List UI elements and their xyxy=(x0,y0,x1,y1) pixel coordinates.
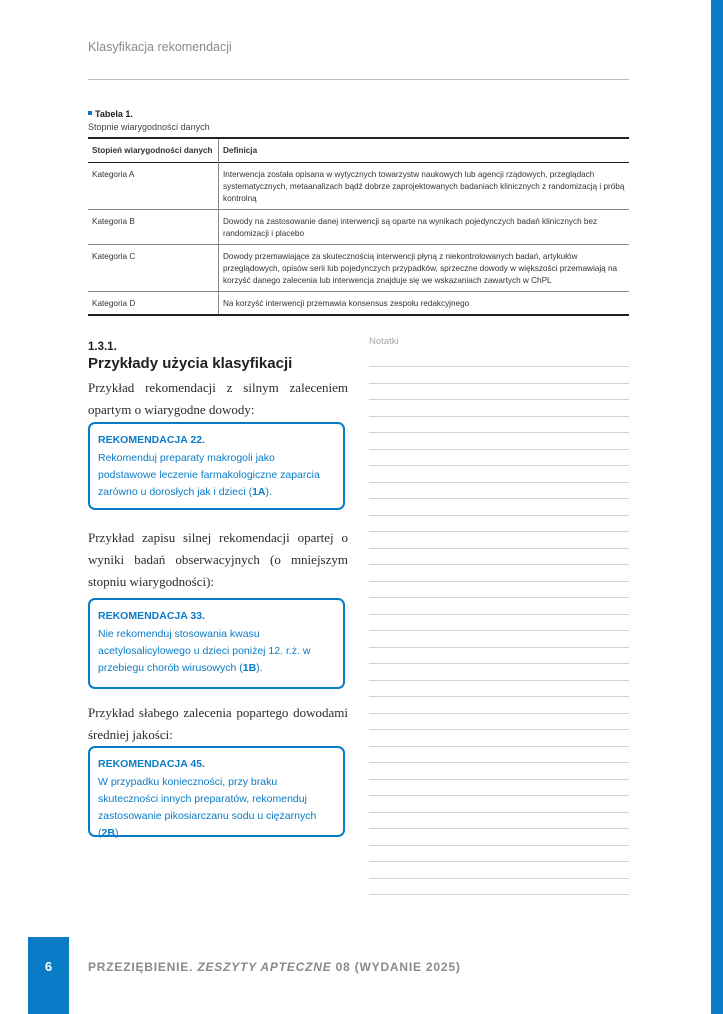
reliability-table xyxy=(88,137,629,316)
recommendation-box xyxy=(88,598,345,689)
notes-lines xyxy=(369,366,629,911)
recommendation-box xyxy=(88,422,345,510)
table-caption-title: Tabela 1. xyxy=(95,109,133,119)
recommendation-text: Nie rekomenduj stosowania kwasu acetylosalicylowego u dzieci poniżej 12. r.ż. w przebiegu chorób wirusowych (1B). xyxy=(98,628,311,674)
note-line xyxy=(369,548,629,549)
note-line xyxy=(369,614,629,615)
header-rule xyxy=(88,79,629,80)
note-line xyxy=(369,680,629,681)
recommendation-grade: 1A xyxy=(252,486,266,498)
table-caption xyxy=(88,108,210,134)
recommendation-title: REKOMENDACJA 45. xyxy=(98,758,205,770)
table-row xyxy=(88,210,629,245)
table-cell-definition: Na korzyść interwencji przemawia konsensus zespołu redakcyjnego xyxy=(223,299,470,308)
note-line xyxy=(369,696,629,697)
table-cell-category: Kategoria D xyxy=(88,292,219,316)
right-edge-bar xyxy=(711,0,723,1014)
recommendation-body: Nie rekomenduj stosowania kwasu acetylosalicylowego u dzieci poniżej 12. r.ż. w przebiegu chorób wirusowych xyxy=(98,628,311,674)
table-row xyxy=(88,163,629,210)
page-number-tab xyxy=(28,937,69,1014)
column-header: Stopień wiarygodności danych xyxy=(88,138,219,163)
note-line xyxy=(369,729,629,730)
recommendation-body: W przypadku konieczności, przy braku skuteczności innych preparatów, rekomenduj zastosowanie pikosiarczanu sodu u ciężarnych xyxy=(98,776,317,822)
note-line xyxy=(369,828,629,829)
note-line xyxy=(369,416,629,417)
note-line xyxy=(369,581,629,582)
note-line xyxy=(369,663,629,664)
caption-bullet-icon xyxy=(88,111,92,115)
note-line xyxy=(369,746,629,747)
note-line xyxy=(369,861,629,862)
table-cell-definition: Interwencja została opisana w wytycznych towarzystw naukowych lub agencji rządowych, przeglądach systematycznych, metaanalizach bądź dobrze zaprojektowanych badaniach klinicznych z randomizacją i próbą kontrolną xyxy=(223,170,625,203)
recommendation-text: W przypadku konieczności, przy braku skuteczności innych preparatów, rekomenduj zastosowanie pikosiarczanu sodu u ciężarnych (2B). xyxy=(98,776,317,839)
note-line xyxy=(369,399,629,400)
table-caption-subtitle: Stopnie wiarygodności danych xyxy=(88,122,210,132)
recommendation-title: REKOMENDACJA 22. xyxy=(98,434,205,446)
table-cell-definition: Dowody na zastosowanie danej interwencji są oparte na wynikach pojedynczych badań klinicznych bez randomizacji i placebo xyxy=(223,217,598,238)
note-line xyxy=(369,630,629,631)
running-title: Klasyfikacja rekomendacji xyxy=(88,40,232,54)
note-line xyxy=(369,647,629,648)
note-line xyxy=(369,894,629,895)
note-line xyxy=(369,383,629,384)
section-title: Przykłady użycia klasyfikacji xyxy=(88,355,293,372)
note-line xyxy=(369,762,629,763)
note-line xyxy=(369,498,629,499)
recommendation-grade: 1B xyxy=(242,662,257,674)
note-line xyxy=(369,449,629,450)
column-header: Definicja xyxy=(223,146,258,155)
note-line xyxy=(369,564,629,565)
table-cell-category: Kategoria B xyxy=(88,210,219,245)
table-cell-definition: Dowody przemawiające za skutecznością interwencji płyną z niekontrolowanych badań, artykułów przeglądowych, opisów serii lub pojedynczych przypadków, sprzeczne dowody w większości przemawiają na korzyść danego zalecenia lub interwencja znajduje się we wskazaniach zawartych w ChPL xyxy=(223,252,618,285)
note-line xyxy=(369,713,629,714)
note-line xyxy=(369,597,629,598)
page-number: 6 xyxy=(44,959,53,974)
note-line xyxy=(369,779,629,780)
note-line xyxy=(369,515,629,516)
note-line xyxy=(369,531,629,532)
note-line xyxy=(369,812,629,813)
section-number: 1.3.1. xyxy=(88,341,117,353)
note-line xyxy=(369,366,629,367)
paragraph: Przykład zapisu silnej rekomendacji opartej o wyniki badań obserwacyjnych (o mniejszym stopniu wiarygodności): xyxy=(88,530,348,589)
table-header-row xyxy=(88,138,629,163)
table-row xyxy=(88,292,629,316)
note-line xyxy=(369,465,629,466)
notes-label: Notatki xyxy=(369,336,399,347)
recommendation-box xyxy=(88,746,345,837)
recommendation-title: REKOMENDACJA 33. xyxy=(98,610,205,622)
note-line xyxy=(369,845,629,846)
note-line xyxy=(369,878,629,879)
paragraph: Przykład słabego zalecenia popartego dowodami średniej jakości: xyxy=(88,705,348,742)
table-cell-category: Kategoria A xyxy=(88,163,219,210)
paragraph: Przykład rekomendacji z silnym zaleceniem opartym o wiarygodne dowody: xyxy=(88,380,348,417)
note-line xyxy=(369,482,629,483)
footer-prefix: PRZEZIĘBIENIE. xyxy=(88,960,194,974)
footer-suffix: 08 (WYDANIE 2025) xyxy=(335,960,461,974)
note-line xyxy=(369,795,629,796)
footer-series: ZESZYTY APTECZNE xyxy=(197,960,332,974)
table-cell-category: Kategoria C xyxy=(88,245,219,292)
footer-publication xyxy=(88,960,461,974)
recommendation-body: Rekomenduj preparaty makrogoli jako podstawowe leczenie farmakologiczne zaparcia zarówno u dorosłych jak i dzieci xyxy=(98,452,320,498)
table-row xyxy=(88,245,629,292)
recommendation-grade: 2B xyxy=(101,827,115,839)
note-line xyxy=(369,432,629,433)
recommendation-text: Rekomenduj preparaty makrogoli jako podstawowe leczenie farmakologiczne zaparcia zarówno u dorosłych jak i dzieci (1A). xyxy=(98,452,320,498)
